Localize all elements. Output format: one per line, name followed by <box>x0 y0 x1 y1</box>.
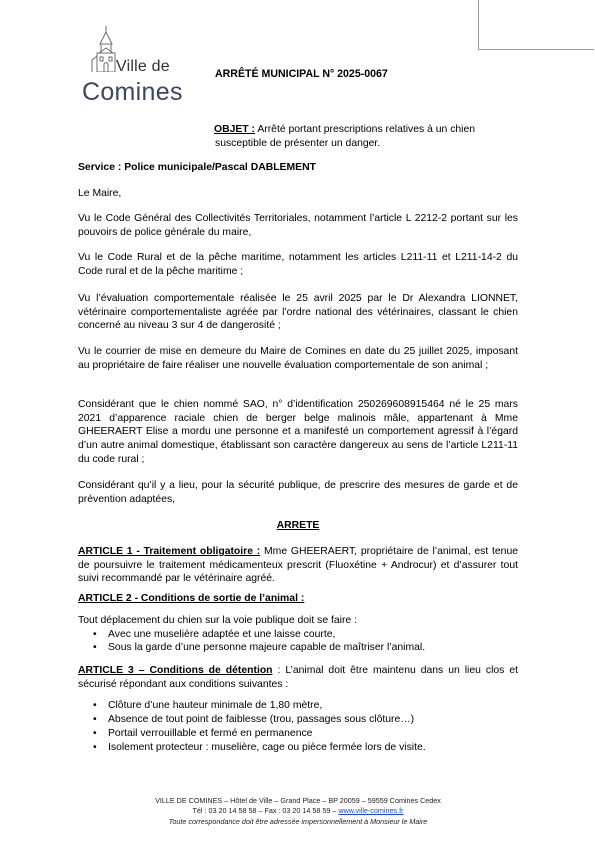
list-item <box>78 641 518 655</box>
bullet-icon: • <box>93 628 97 640</box>
list-item-text: Sous la garde d’une personne majeure capable de maîtriser l’animal. <box>108 642 426 654</box>
list-item <box>78 713 518 727</box>
list-item-text: Absence de tout point de faiblesse (trou, passages sous clôture…) <box>108 714 415 726</box>
article-2-body <box>78 614 518 655</box>
list-item <box>78 727 518 741</box>
document-title: ARRÊTÉ MUNICIPAL N° 2025-0067 <box>215 68 388 80</box>
article-1-text: Mme GHEERAERT, propriétaire de l’animal, est tenue de poursuivre le traitement médicamenteux prescrit (Fluoxétine + Androcur) et d’assurer tout suivi recommandé par le vétérinaire agréé. <box>78 546 519 585</box>
objet-block <box>214 123 524 150</box>
article-3-heading: ARTICLE 3 – Conditions de détention <box>78 665 273 676</box>
article-1-heading: ARTICLE 1 - Traitement obligatoire : <box>78 546 261 557</box>
stamp-frame <box>478 0 594 50</box>
vu-paragraph: Vu le Code Rural et de la pêche maritime, notamment les articles L211-11 et L211-14-2 du Code rural et de la pêche maritime ; <box>78 252 518 277</box>
vu-paragraph: Vu l’évaluation comportementale réalisée le 25 avril 2025 par le Dr Alexandra LIONNET, vétérinaire comportementaliste agréée par l’ordre national des vétérinaires, classant le chien concerné au niveau 3 sur 4 de dangerosité ; <box>78 293 518 332</box>
footer-address: VILLE DE COMINES – Hôtel de Ville – Grand Place – BP 20059 – 59559 Comines Cedex <box>155 796 441 805</box>
objet-text-line1: Arrêté portant prescriptions relatives à un chien <box>255 124 476 135</box>
list-item-text: Isolement protecteur : muselière, cage ou pièce fermée lors de visite. <box>108 741 426 753</box>
article-2-list <box>78 628 518 655</box>
article-1 <box>78 545 518 586</box>
list-item-text: Portail verrouillable et fermé en permanence <box>108 727 313 739</box>
bullet-icon: • <box>93 700 97 712</box>
bullet-icon: • <box>93 741 97 753</box>
article-3-text: : L’animal doit être maintenu dans un lieu clos et sécurisé répondant aux conditions suivantes : <box>78 665 518 690</box>
objet-text-line2: susceptible de présenter un danger. <box>215 137 381 149</box>
website-link[interactable]: www.ville-comines.fr <box>338 806 404 816</box>
list-item-text: Avec une muselière adaptée et une laisse courte, <box>108 628 336 640</box>
logo-comines-text: Comines <box>82 78 183 106</box>
article-2-intro: Tout déplacement du chien sur la voie publique doit se faire : <box>78 615 357 626</box>
vu-paragraph: Vu le Code Général des Collectivités Territoriales, notamment l’article L 2212-2 portant sur les pouvoirs de police générale du maire, <box>78 213 518 238</box>
article-3 <box>78 664 518 754</box>
service-line: Service : Police municipale/Pascal DABLEMENT <box>78 162 316 173</box>
footer-notice: Toute correspondance doit être adressée impersonnellement à Monsieur le Maire <box>168 816 428 826</box>
objet-label: OBJET : <box>214 124 255 135</box>
considerant-paragraph: Considérant que le chien nommé SAO, n° d’identification 250269608915464 né le 25 mars 2021 d’apparence raciale chien de berger belge malinois mâle, appartenant à Mme GHEERAERT Elise a mordu une personne et a manifesté un comportement agressif à l’égard d’un autre animal domestique, établissant son caractère dangereux au sens de l’article L211-11 du code rural ; <box>78 399 518 465</box>
considerant-paragraph: Considérant qu’il y a lieu, pour la sécurité publique, de prescrire des mesures de garde et de prévention adaptées, <box>78 480 518 505</box>
footer-contact <box>60 806 536 816</box>
arrete-heading: ARRETE <box>276 520 320 531</box>
list-item <box>78 628 518 642</box>
page-footer <box>60 796 536 827</box>
article-2-heading <box>78 592 518 606</box>
le-maire: Le Maire, <box>78 188 122 199</box>
article-3-list <box>78 699 518 754</box>
footer-phone-fax: Tél : 03 20 14 58 58 – Fax : 03 20 14 58 59 – <box>192 806 339 816</box>
bullet-icon: • <box>93 727 97 739</box>
vu-paragraph: Vu le courrier de mise en demeure du Maire de Comines en date du 25 juillet 2025, imposant au propriétaire de faire réaliser une nouvelle évaluation comportementale de son animal ; <box>78 346 518 371</box>
logo-ville-text: Ville de <box>116 58 170 75</box>
list-item <box>78 699 518 713</box>
list-item-text: Clôture d’une hauteur minimale de 1,80 mètre, <box>108 700 323 712</box>
list-item <box>78 741 518 755</box>
comines-logo <box>78 26 198 110</box>
bullet-icon: • <box>93 714 97 726</box>
bullet-icon: • <box>93 642 97 654</box>
article-2-heading-text: ARTICLE 2 - Conditions de sortie de l’animal : <box>78 593 305 604</box>
